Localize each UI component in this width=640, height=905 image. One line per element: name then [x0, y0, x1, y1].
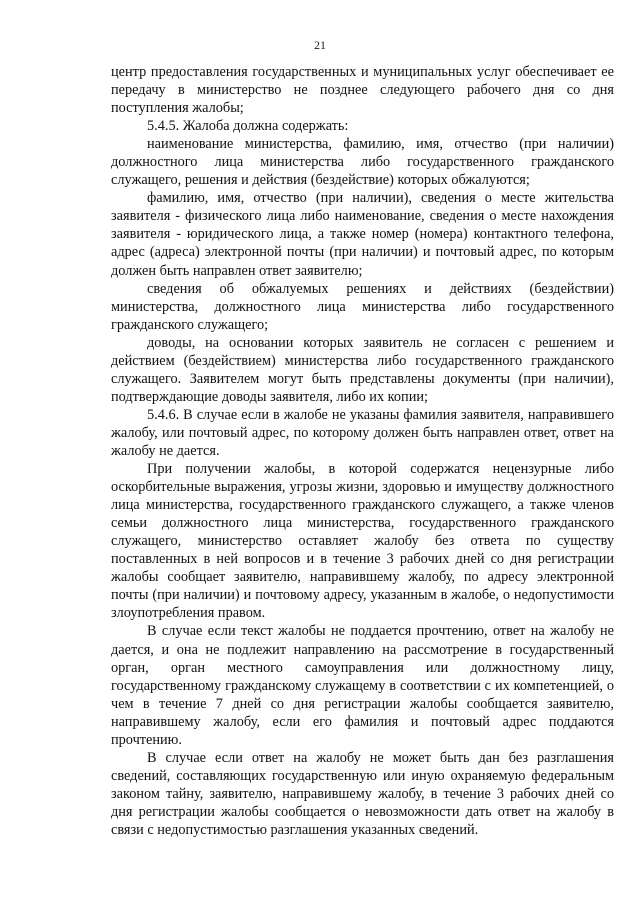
page-number: 21 [314, 38, 326, 52]
paragraph: сведения об обжалуемых решениях и действиях (бездействии) министерства, должностного лица министерства либо государственного гражданского служащего; [111, 280, 614, 333]
paragraph: наименование министерства, фамилию, имя, отчество (при наличии) должностного лица министерства либо государственного гражданского служащего, решения и действия (бездействие) которых обжалуются; [111, 136, 614, 189]
paragraph: В случае если ответ на жалобу не может быть дан без разглашения сведений, составляющих государственную или иную охраняемую федеральным законом тайну, заявителю, направившему жалобу, в течение 3 рабочих дней со дня регистрации жалобы сообщается о невозможности дать ответ на жалобу в связи с недопустимостью разглашения указанных сведений. [111, 749, 614, 838]
paragraph: При получении жалобы, в которой содержатся нецензурные либо оскорбительные выражения, угрозы жизни, здоровью и имуществу должностного лица министерства, государственного гражданского служащего, а также членов семьи должностного лица министерства, государственного гражданского служащего, министерство оставляет жалобу без ответа по существу поставленных в ней вопросов и в течение 3 рабочих дней со дня регистрации жалобы сообщает заявителю, направившему жалобу, по адресу электронной почты (при наличии) и почтовому адресу, указанным в жалобе, о недопустимости злоупотребления правом. [111, 461, 614, 622]
paragraph: центр предоставления государственных и муниципальных услуг обеспечивает ее передачу в министерство не позднее следующего рабочего дня со дня поступления жалобы; [111, 64, 614, 117]
paragraph: В случае если текст жалобы не поддается прочтению, ответ на жалобу не дается, и она не подлежит направлению на рассмотрение в государственный орган, орган местного самоуправления или должностному лицу, государственному гражданскому служащему в соответствии с их компетенцией, о чем в течение 7 дней со дня регистрации жалобы сообщается заявителю, направившему жалобу, если его фамилия и почтовый адрес поддаются прочтению. [111, 623, 614, 748]
paragraph: 5.4.5. Жалоба должна содержать: [147, 118, 349, 135]
paragraph: доводы, на основании которых заявитель не согласен с решением и действием (бездействием) министерства либо государственного гражданского служащего. Заявителем могут быть представлены документы (при наличии), подтверждающие доводы заявителя, либо их копии; [111, 334, 614, 405]
document-body [111, 63, 614, 839]
paragraph: фамилию, имя, отчество (при наличии), сведения о месте жительства заявителя - физического лица либо наименование, сведения о месте нахождения заявителя - юридического лица, а также номер (номера) контактного телефона, адрес (адреса) электронной почты (при наличии) и почтовый адрес, по которым должен быть направлен ответ заявителю; [111, 190, 614, 279]
paragraph: 5.4.6. В случае если в жалобе не указаны фамилия заявителя, направившего жалобу, или почтовый адрес, по которому должен быть направлен ответ, ответ на жалобу не дается. [111, 406, 614, 459]
